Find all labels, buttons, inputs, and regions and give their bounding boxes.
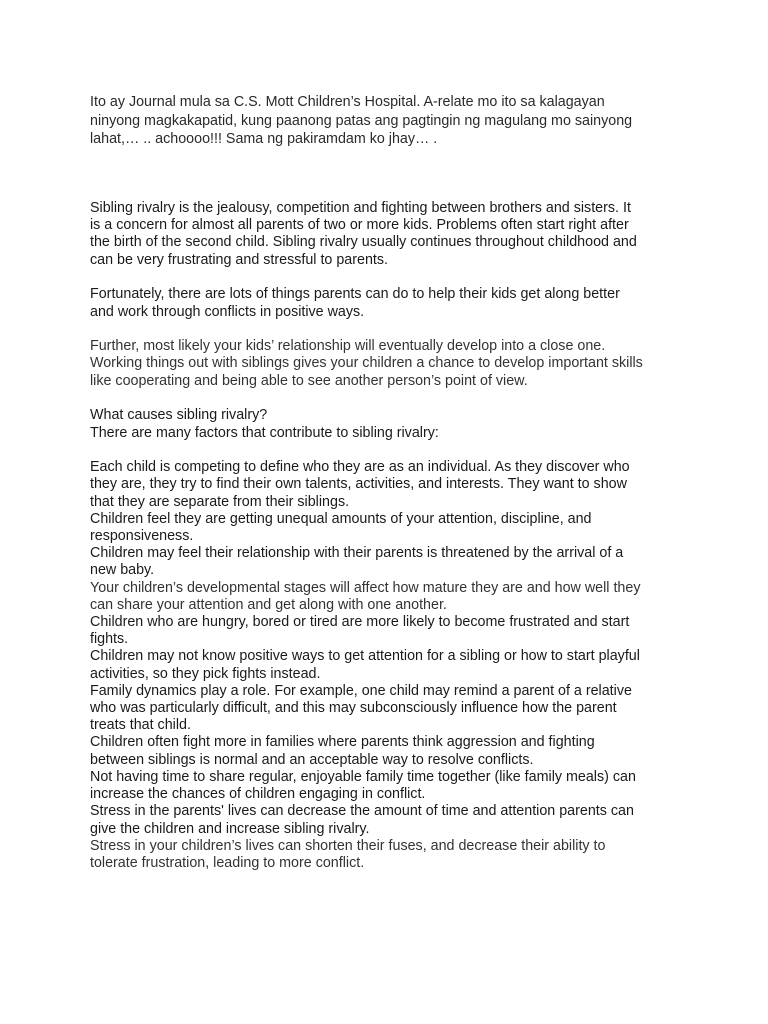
text-line: new baby. [90,562,155,579]
text-line: Children may not know positive ways to get attention for a sibling or how to start playful [90,648,640,665]
text-line: Children who are hungry, bored or tired are more likely to become frustrated and start [90,614,630,631]
text-line: Working things out with siblings gives your children a chance to develop important skills [90,355,643,372]
list-item [90,614,690,648]
list-item [90,545,690,579]
text-line: Your children’s developmental stages will affect how mature they are and how well they [90,579,641,596]
list-item [90,838,690,872]
article-body [90,200,690,872]
intro-line: Ito ay Journal mula sa C.S. Mott Children’s Hospital. A-relate mo ito sa kalagayan [90,94,605,110]
factor-list [90,459,690,872]
section-heading: What causes sibling rivalry? [90,407,268,424]
text-line: fights. [90,631,129,648]
text-line: Sibling rivalry is the jealousy, competition and fighting between brothers and sisters. It [90,200,631,216]
text-line: can be very frustrating and stressful to parents. [90,251,389,268]
text-line: who was particularly difficult, and this may subconsciously influence how the parent [90,700,617,717]
text-line: Fortunately, there are lots of things parents can do to help their kids get along better [90,286,620,303]
text-line: that they are separate from their siblings. [90,493,350,510]
paragraph-definition [90,200,690,269]
list-item [90,580,690,614]
text-line: is a concern for almost all parents of two or more kids. Problems often start right after [90,217,629,234]
section-subheading: There are many factors that contribute to sibling rivalry: [90,424,439,441]
text-line: Stress in the parents' lives can decrease the amount of time and attention parents can [90,803,634,820]
text-line: Children may feel their relationship with their parents is threatened by the arrival of a [90,545,624,562]
text-line: Stress in your children’s lives can shorten their fuses, and decrease their ability to [90,837,606,854]
list-item [90,459,690,511]
text-line: they are, they try to find their own talents, activities, and interests. They want to show [90,476,627,493]
list-item [90,803,690,837]
text-line: Not having time to share regular, enjoyable family time together (like family meals) can [90,768,636,785]
text-line: and work through conflicts in positive ways. [90,303,365,320]
text-line: Further, most likely your kids’ relationship will eventually develop into a close one. [90,338,606,355]
list-item [90,769,690,803]
text-line: treats that child. [90,717,191,734]
text-line: increase the chances of children engaging in conflict. [90,786,426,803]
text-line: responsiveness. [90,528,194,545]
text-line: activities, so they pick fights instead. [90,665,321,682]
text-line: between siblings is normal and an acceptable way to resolve conflicts. [90,751,534,768]
text-line: tolerate frustration, leading to more conflict. [90,854,365,871]
text-line: the birth of the second child. Sibling rivalry usually continues throughout childhood and [90,234,637,251]
intro-paragraph [90,93,690,149]
paragraph-fortunately [90,286,690,320]
text-line: can share your attention and get along with one another. [90,596,447,613]
list-item [90,511,690,545]
list-item [90,683,690,735]
text-line: Each child is competing to define who they are as an individual. As they discover who [90,459,630,476]
text-line: Family dynamics play a role. For example, one child may remind a parent of a relative [90,682,632,699]
intro-line: lahat,… .. achoooo!!! Sama ng pakiramdam ko jhay… . [90,131,438,147]
text-line: like cooperating and being able to see another person’s point of view. [90,372,528,389]
intro-line: ninyong magkakapatid, kung paanong patas ang pagtingin ng magulang mo sainyong [90,112,633,129]
text-line: Children feel they are getting unequal amounts of your attention, discipline, and [90,510,592,527]
paragraph-further [90,338,690,390]
text-line: Children often fight more in families where parents think aggression and fighting [90,734,595,751]
text-line: give the children and increase sibling rivalry. [90,820,370,837]
list-item [90,734,690,768]
list-item [90,648,690,682]
